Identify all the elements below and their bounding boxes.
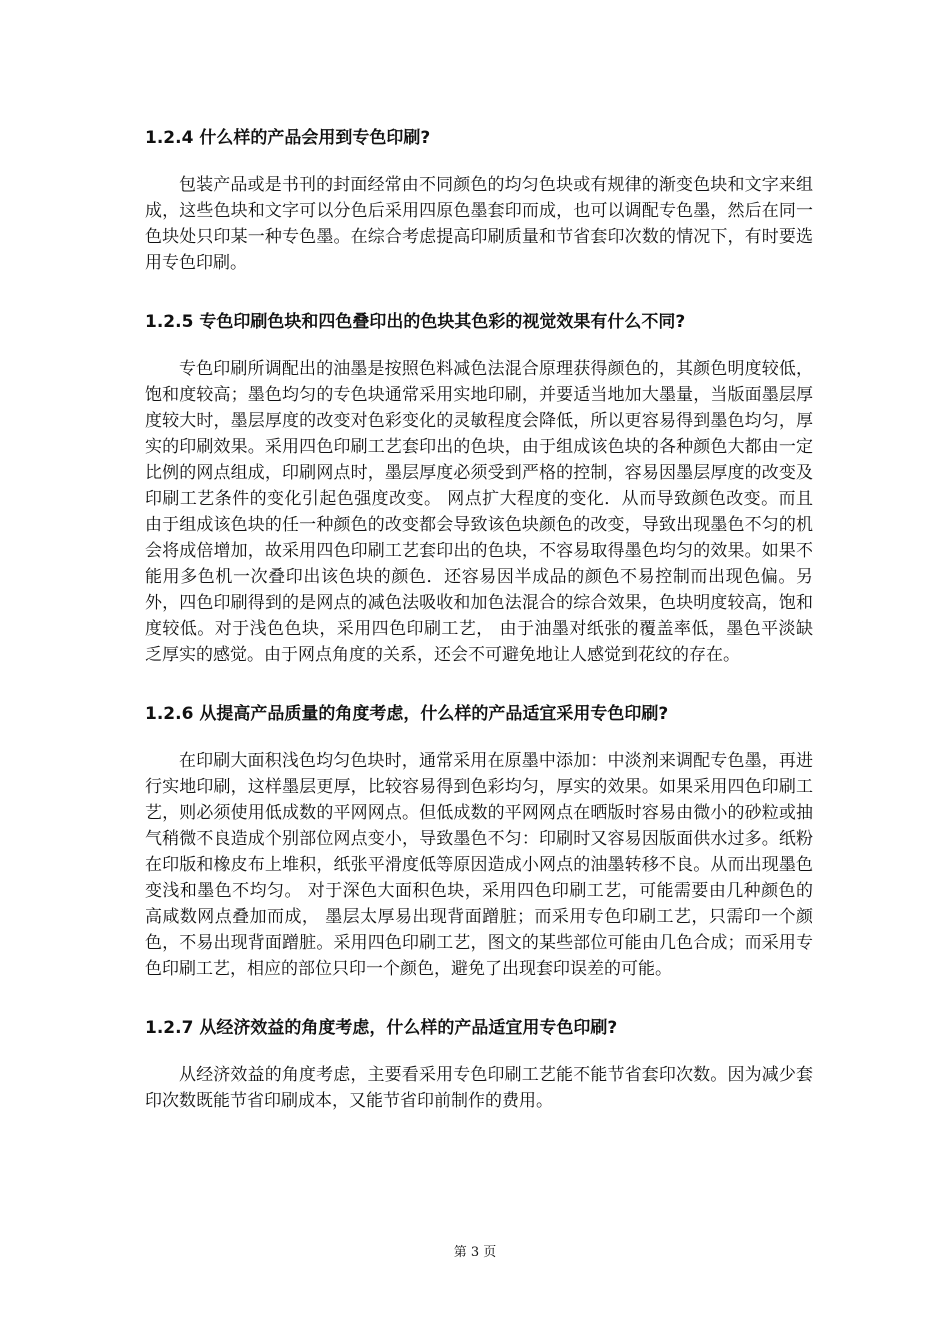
section-1-2-6 [145,702,813,982]
section-paragraph: 专色印刷所调配出的油墨是按照色料减色法混合原理获得颜色的，其颜色明度较低，饱和度较高；墨色均匀的专色块通常采用实地印刷，并要适当地加大墨量，当版面墨层厚度较大时，墨层厚度的改变对色彩变化的灵敏程度会降低，所以更容易得到墨色均匀，厚实的印刷效果。采用四色印刷工艺套印出的色块，由于组成该色块的各种颜色大都由一定比例的网点组成，印刷网点时，墨层厚度必须受到严格的控制，容易因墨层厚度的改变及印刷工艺条件的变化引起色强度改变。 网点扩大程度的变化．从而导致颜色改变。而且由于组成该色块的任一种颜色的改变都会导致该色块颜色的改变，导致出现墨色不匀的机会将成倍增加，故采用四色印刷工艺套印出的色块，不容易取得墨色均匀的效果。如果不能用多色机一次叠印出该色块的颜色．还容易因半成品的颜色不易控制而出现色偏。另外，四色印刷得到的是网点的减色法吸收和加色法混合的综合效果，色块明度较高，饱和度较低。对于浅色色块，采用四色印刷工艺， 由于油墨对纸张的覆盖率低，墨色平淡缺乏厚实的感觉。由于网点角度的关系，还会不可避免地让人感觉到花纹的存在。 [145,359,813,665]
section-heading: 1.2.4 什么样的产品会用到专色印刷? [145,128,431,148]
section-heading: 1.2.6 从提高产品质量的角度考虑，什么样的产品适宜采用专色印刷? [145,704,669,724]
section-1-2-4 [145,126,813,276]
document-page [145,126,813,1148]
section-paragraph: 在印刷大面积浅色均匀色块时，通常采用在原墨中添加：中淡剂来调配专色墨，再进行实地印刷，这样墨层更厚，比较容易得到色彩均匀，厚实的效果。如果采用四色印刷工艺，则必须使用低成数的平网网点。但低成数的平网网点在晒版时容易由微小的砂粒或抽气稍微不良造成个别部位网点变小，导致墨色不匀：印刷时又容易因版面供水过多。纸粉在印版和橡皮布上堆积，纸张平滑度低等原因造成小网点的油墨转移不良。从而出现墨色变浅和墨色不均匀。 对于深色大面积色块，采用四色印刷工艺，可能需要由几种颜色的高咸数网点叠加而成， 墨层太厚易出现背面蹭脏；而采用专色印刷工艺，只需印一个颜色，不易出现背面蹭脏。采用四色印刷工艺，图文的某些部位可能由几色合成；而采用专色印刷工艺，相应的部位只印一个颜色，避免了出现套印误差的可能。 [145,751,813,979]
section-heading: 1.2.5 专色印刷色块和四色叠印出的色块其色彩的视觉效果有什么不同? [145,312,686,332]
section-paragraph: 从经济效益的角度考虑，主要看采用专色印刷工艺能不能节省套印次数。因为减少套印次数既能节省印刷成本，又能节省印前制作的费用。 [145,1065,813,1111]
section-paragraph: 包装产品或是书刊的封面经常由不同颜色的均匀色块或有规律的渐变色块和文字来组成，这些色块和文字可以分色后采用四原色墨套印而成，也可以调配专色墨，然后在同一色块处只印某一种专色墨。在综合考虑提高印刷质量和节省套印次数的情况下，有时要选用专色印刷。 [145,175,813,273]
section-1-2-7 [145,1016,813,1114]
section-heading: 1.2.7 从经济效益的角度考虑，什么样的产品适宜用专色印刷? [145,1018,618,1038]
section-1-2-5 [145,310,813,668]
page-number: 第 3 页 [453,1245,497,1260]
